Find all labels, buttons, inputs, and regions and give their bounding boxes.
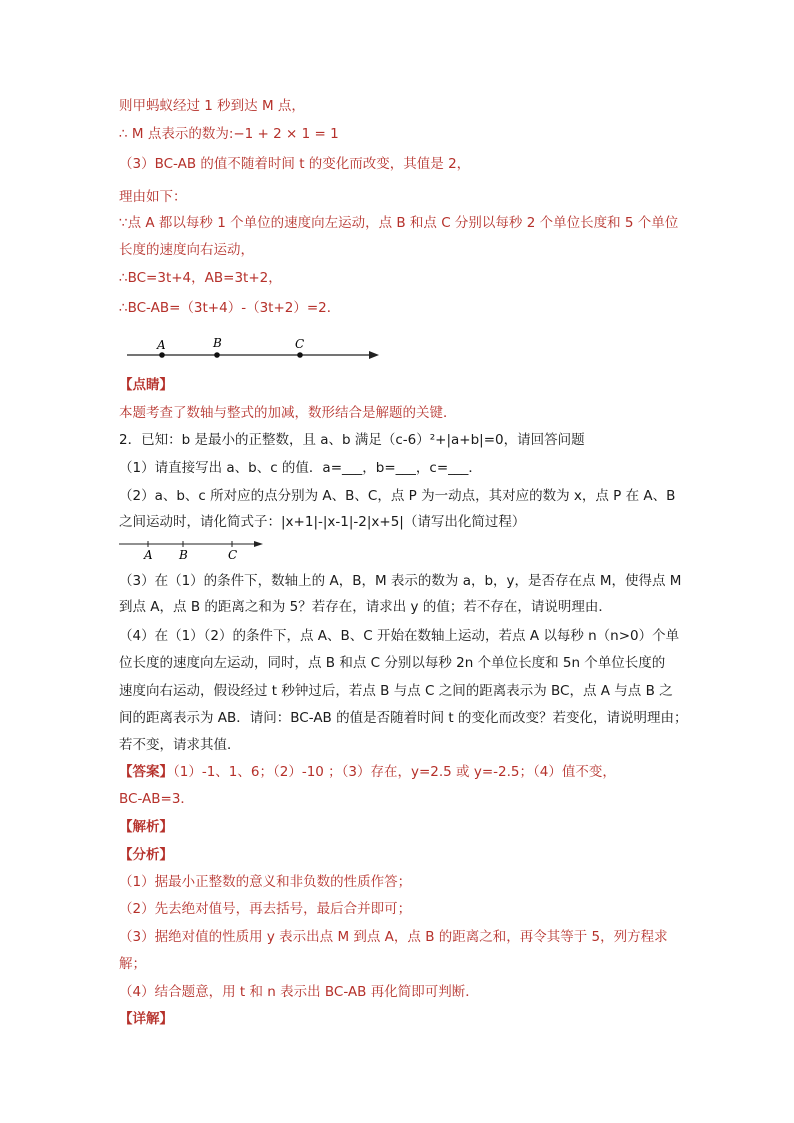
- q2-line-6: 到点 A，点 B 的距离之和为 5？若存在，请求出 y 的值；若不存在，请说明理由．: [119, 599, 612, 615]
- fenxi-line-5: （4）结合题意，用 t 和 n 表示出 BC-AB 再化简即可判断．: [119, 984, 479, 1000]
- tick-a-label: A: [144, 548, 153, 562]
- point-c-dot: [297, 352, 303, 358]
- number-line-diagram-1: [119, 332, 389, 366]
- answer-line-2: BC-AB=3．: [119, 791, 194, 807]
- number-line-diagram-2: [119, 534, 279, 564]
- sol-line-1: 则甲蚂蚁经过 1 秒到达 M 点，: [119, 98, 305, 114]
- answer-line-1: [119, 762, 616, 782]
- answer-heading: 【答案】: [119, 764, 173, 780]
- sol-line-4: 理由如下：: [119, 189, 187, 205]
- q2-line-1: 2．已知：b 是最小的正整数，且 a、b 满足（c-6）²+|a+b|=0，请回答问题: [119, 432, 585, 448]
- fenxi-line-2: （2）先去绝对值号，再去括号，最后合并即可；: [119, 901, 412, 917]
- q2-line-8: 位长度的速度向左运动，同时，点 B 和点 C 分别以每秒 2n 个单位长度和 5n 个单位长度的: [119, 655, 666, 671]
- tick-c-label: C: [228, 548, 238, 562]
- jiexi-heading: 【解析】: [119, 819, 173, 835]
- fenxi-heading: 【分析】: [119, 847, 173, 863]
- dianjing-text: 本题考查了数轴与整式的加减，数形结合是解题的关键．: [119, 405, 457, 421]
- q2-line-11: 若不变，请求其值．: [119, 737, 241, 753]
- point-a-dot: [159, 352, 165, 358]
- xiangjie-heading: 【详解】: [119, 1011, 173, 1027]
- q2-line-5: （3）在（1）的条件下，数轴上的 A，B，M 表示的数为 a，b，y，是否存在点 M，使得点 M: [119, 573, 682, 589]
- answer-text: （1）-1、1、6；（2）-10 ；（3）存在，y=2.5 或 y=-2.5；（4）值不变，: [173, 764, 616, 780]
- sol-line-6: 长度的速度向右运动，: [119, 242, 254, 258]
- sol-line-3: （3）BC-AB 的值不随着时间 t 的变化而改变，其值是 2，: [119, 156, 471, 172]
- q2-line-7: （4）在（1）（2）的条件下，点 A、B、C 开始在数轴上运动，若点 A 以每秒 n（n>0）个单: [119, 628, 680, 644]
- dianjing-heading: 【点睛】: [119, 377, 173, 393]
- tick-b-label: B: [179, 548, 188, 562]
- point-a-label: A: [157, 338, 166, 352]
- sol-line-2: ∴ M 点表示的数为:−1 + 2 × 1 = 1: [119, 126, 339, 142]
- point-b-label: B: [213, 336, 222, 350]
- q2-line-2: （1）请直接写出 a、b、c 的值．a=___，b=___，c=___．: [119, 460, 482, 476]
- sol-line-7: ∴BC=3t+4，AB=3t+2，: [119, 270, 282, 286]
- point-c-label: C: [295, 337, 305, 351]
- fenxi-line-1: （1）据最小正整数的意义和非负数的性质作答；: [119, 874, 412, 890]
- fenxi-line-3: （3）据绝对值的性质用 y 表示出点 M 到点 A，点 B 的距离之和，再令其等于 5，列方程求: [119, 929, 668, 945]
- sol-line-8: ∴BC-AB=（3t+4）-（3t+2）=2．: [119, 300, 341, 316]
- fenxi-line-4: 解；: [119, 956, 146, 972]
- q2-line-3: （2）a、b、c 所对应的点分别为 A、B、C，点 P 为一动点，其对应的数为 x，点 P 在 A、B: [119, 488, 676, 504]
- sol-line-5: ∵点 A 都以每秒 1 个单位的速度向左运动，点 B 和点 C 分别以每秒 2 个单位长度和 5 个单位: [119, 215, 679, 231]
- q2-line-9: 速度向右运动，假设经过 t 秒钟过后，若点 B 与点 C 之间的距离表示为 BC，点 A 与点 B 之: [119, 683, 673, 699]
- q2-line-10: 间的距离表示为 AB．请问：BC-AB 的值是否随着时间 t 的变化而改变？若变化，请说明理由；: [119, 710, 688, 726]
- q2-line-4: 之间运动时，请化简式子：|x+1|-|x-1|-2|x+5|（请写出化简过程）: [119, 514, 526, 530]
- point-b-dot: [214, 352, 220, 358]
